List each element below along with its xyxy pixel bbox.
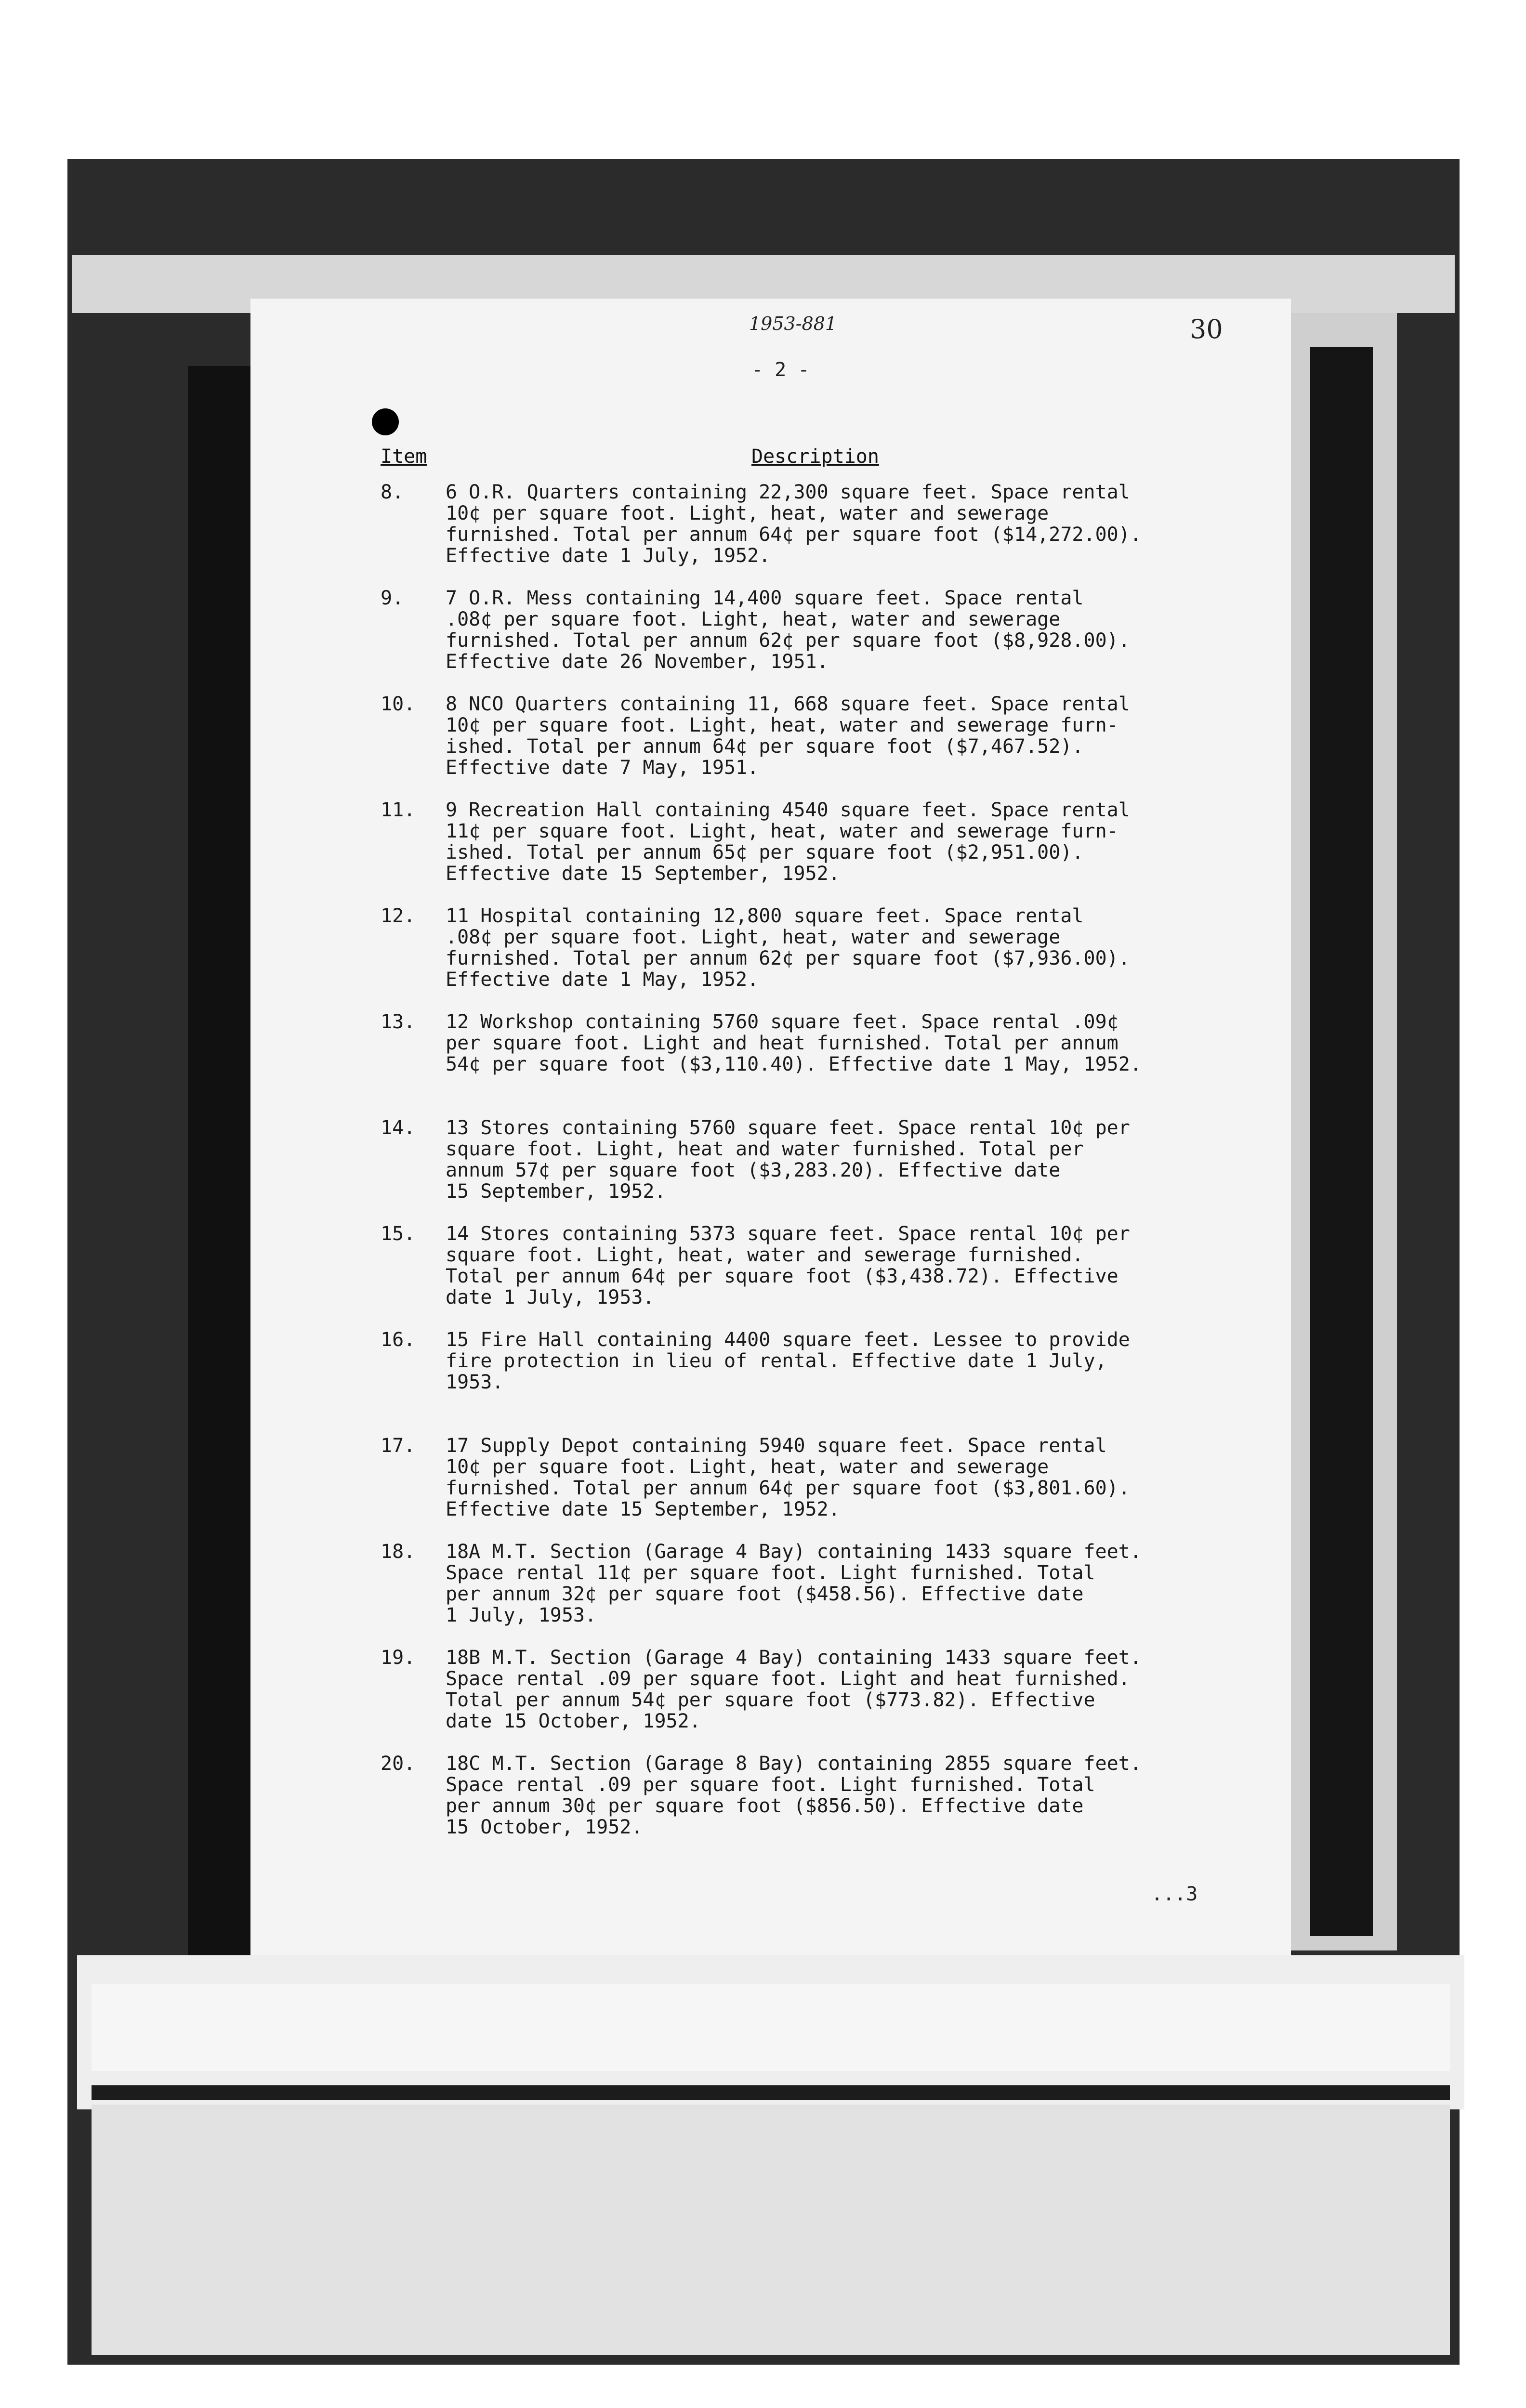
item-description: 15 Fire Hall containing 4400 square feet. Lessee to provide fire protection in lieu of rental. Effective date 1 July, 1953. xyxy=(446,1329,1130,1393)
item-number: 9. xyxy=(381,587,404,609)
header-item: Item xyxy=(381,445,427,468)
punch-hole xyxy=(372,408,399,435)
list-item xyxy=(381,1647,1276,1753)
list-item xyxy=(381,1753,1276,1859)
item-description: 11 Hospital containing 12,800 square feet. Space rental .08¢ per square foot. Light, heat, water and sewerage furnished. Total per annum 62¢ per square foot ($7,936.00). Effective date 1 May, 1952. xyxy=(446,905,1130,991)
item-number: 13. xyxy=(381,1011,416,1033)
list-item xyxy=(381,482,1276,588)
list-item xyxy=(381,694,1276,799)
left-shadow xyxy=(188,366,260,1955)
item-number: 12. xyxy=(381,905,416,927)
item-number: 16. xyxy=(381,1329,416,1351)
list-item xyxy=(381,1117,1276,1223)
item-description: 13 Stores containing 5760 square feet. Space rental 10¢ per square foot. Light, heat and water furnished. Total per annum 57¢ per square foot ($3,283.20). Effective date 15 September, 1952. xyxy=(446,1117,1130,1203)
continuation-marker: ...3 xyxy=(1151,1883,1198,1905)
item-description: 12 Workshop containing 5760 square feet. Space rental .09¢ per square foot. Light and heat furnished. Total per annum 54¢ per square foot ($3,110.40). Effective date 1 May, 1952. xyxy=(446,1011,1142,1075)
item-number: 19. xyxy=(381,1647,416,1669)
item-number: 14. xyxy=(381,1117,416,1139)
item-description: 7 O.R. Mess containing 14,400 square feet. Space rental .08¢ per square foot. Light, heat, water and sewerage furnished. Total per annum 62¢ per square foot ($8,928.00). Effective date 26 November, 1951. xyxy=(446,587,1130,673)
list-item xyxy=(381,905,1276,1011)
list-item xyxy=(381,799,1276,905)
item-number: 20. xyxy=(381,1753,416,1775)
list-item xyxy=(381,1541,1276,1647)
item-description: 6 O.R. Quarters containing 22,300 square feet. Space rental 10¢ per square foot. Light, heat, water and sewerage furnished. Total per annum 64¢ per square foot ($14,272.00). Effective date 1 July, 1952. xyxy=(446,481,1142,567)
item-description: 18A M.T. Section (Garage 4 Bay) containing 1433 square feet. Space rental 11¢ per square foot. Light furnished. Total per annum 32¢ per square foot ($458.56). Effective date 1 July, 1953. xyxy=(446,1541,1142,1626)
item-description: 9 Recreation Hall containing 4540 square feet. Space rental 11¢ per square foot. Light, heat, water and sewerage furn- ished. Total per annum 65¢ per square foot ($2,951.00). Effective date 15 September, 1952. xyxy=(446,799,1130,885)
header-description: Description xyxy=(751,445,879,468)
item-description: 18C M.T. Section (Garage 8 Bay) containing 2855 square feet. Space rental .09 per square foot. Light furnished. Total per annum 30¢ per square foot ($856.50). Effective date 15 October, 1952. xyxy=(446,1753,1142,1838)
list-item xyxy=(381,588,1276,694)
bottom-board-inner xyxy=(92,1984,1450,2071)
list-item xyxy=(381,1223,1276,1329)
item-number: 11. xyxy=(381,799,416,821)
item-number: 8. xyxy=(381,481,404,503)
list-item xyxy=(381,1435,1276,1541)
item-number: 17. xyxy=(381,1435,416,1457)
list-item xyxy=(381,1011,1276,1117)
item-description: 18B M.T. Section (Garage 4 Bay) containing 1433 square feet. Space rental .09 per square foot. Light and heat furnished. Total per annum 54¢ per square foot ($773.82). Effective date 15 October, 1952. xyxy=(446,1647,1142,1732)
item-number: 10. xyxy=(381,693,416,715)
entry-list xyxy=(381,482,1276,1859)
list-item xyxy=(381,1329,1276,1435)
right-shadow xyxy=(1310,347,1373,1936)
subpage-number: - 2 - xyxy=(751,359,810,381)
item-number: 15. xyxy=(381,1223,416,1245)
bottom-strip xyxy=(92,2085,1450,2100)
item-description: 14 Stores containing 5373 square feet. Space rental 10¢ per square foot. Light, heat, water and sewerage furnished. Total per annum 64¢ per square foot ($3,438.72). Effective date 1 July, 1953. xyxy=(446,1223,1130,1309)
handwritten-reference: 1953-881 xyxy=(749,313,837,334)
item-description: 8 NCO Quarters containing 11, 668 square feet. Space rental 10¢ per square foot. Light, heat, water and sewerage furn- ished. Total per annum 64¢ per square foot ($7,467.52). Effective date 7 May, 1951. xyxy=(446,693,1130,779)
page-number: 30 xyxy=(1190,314,1223,344)
item-number: 18. xyxy=(381,1541,416,1563)
lower-background xyxy=(92,2105,1450,2355)
item-description: 17 Supply Depot containing 5940 square feet. Space rental 10¢ per square foot. Light, heat, water and sewerage furnished. Total per annum 64¢ per square foot ($3,801.60). Effective date 15 September, 1952. xyxy=(446,1435,1130,1520)
